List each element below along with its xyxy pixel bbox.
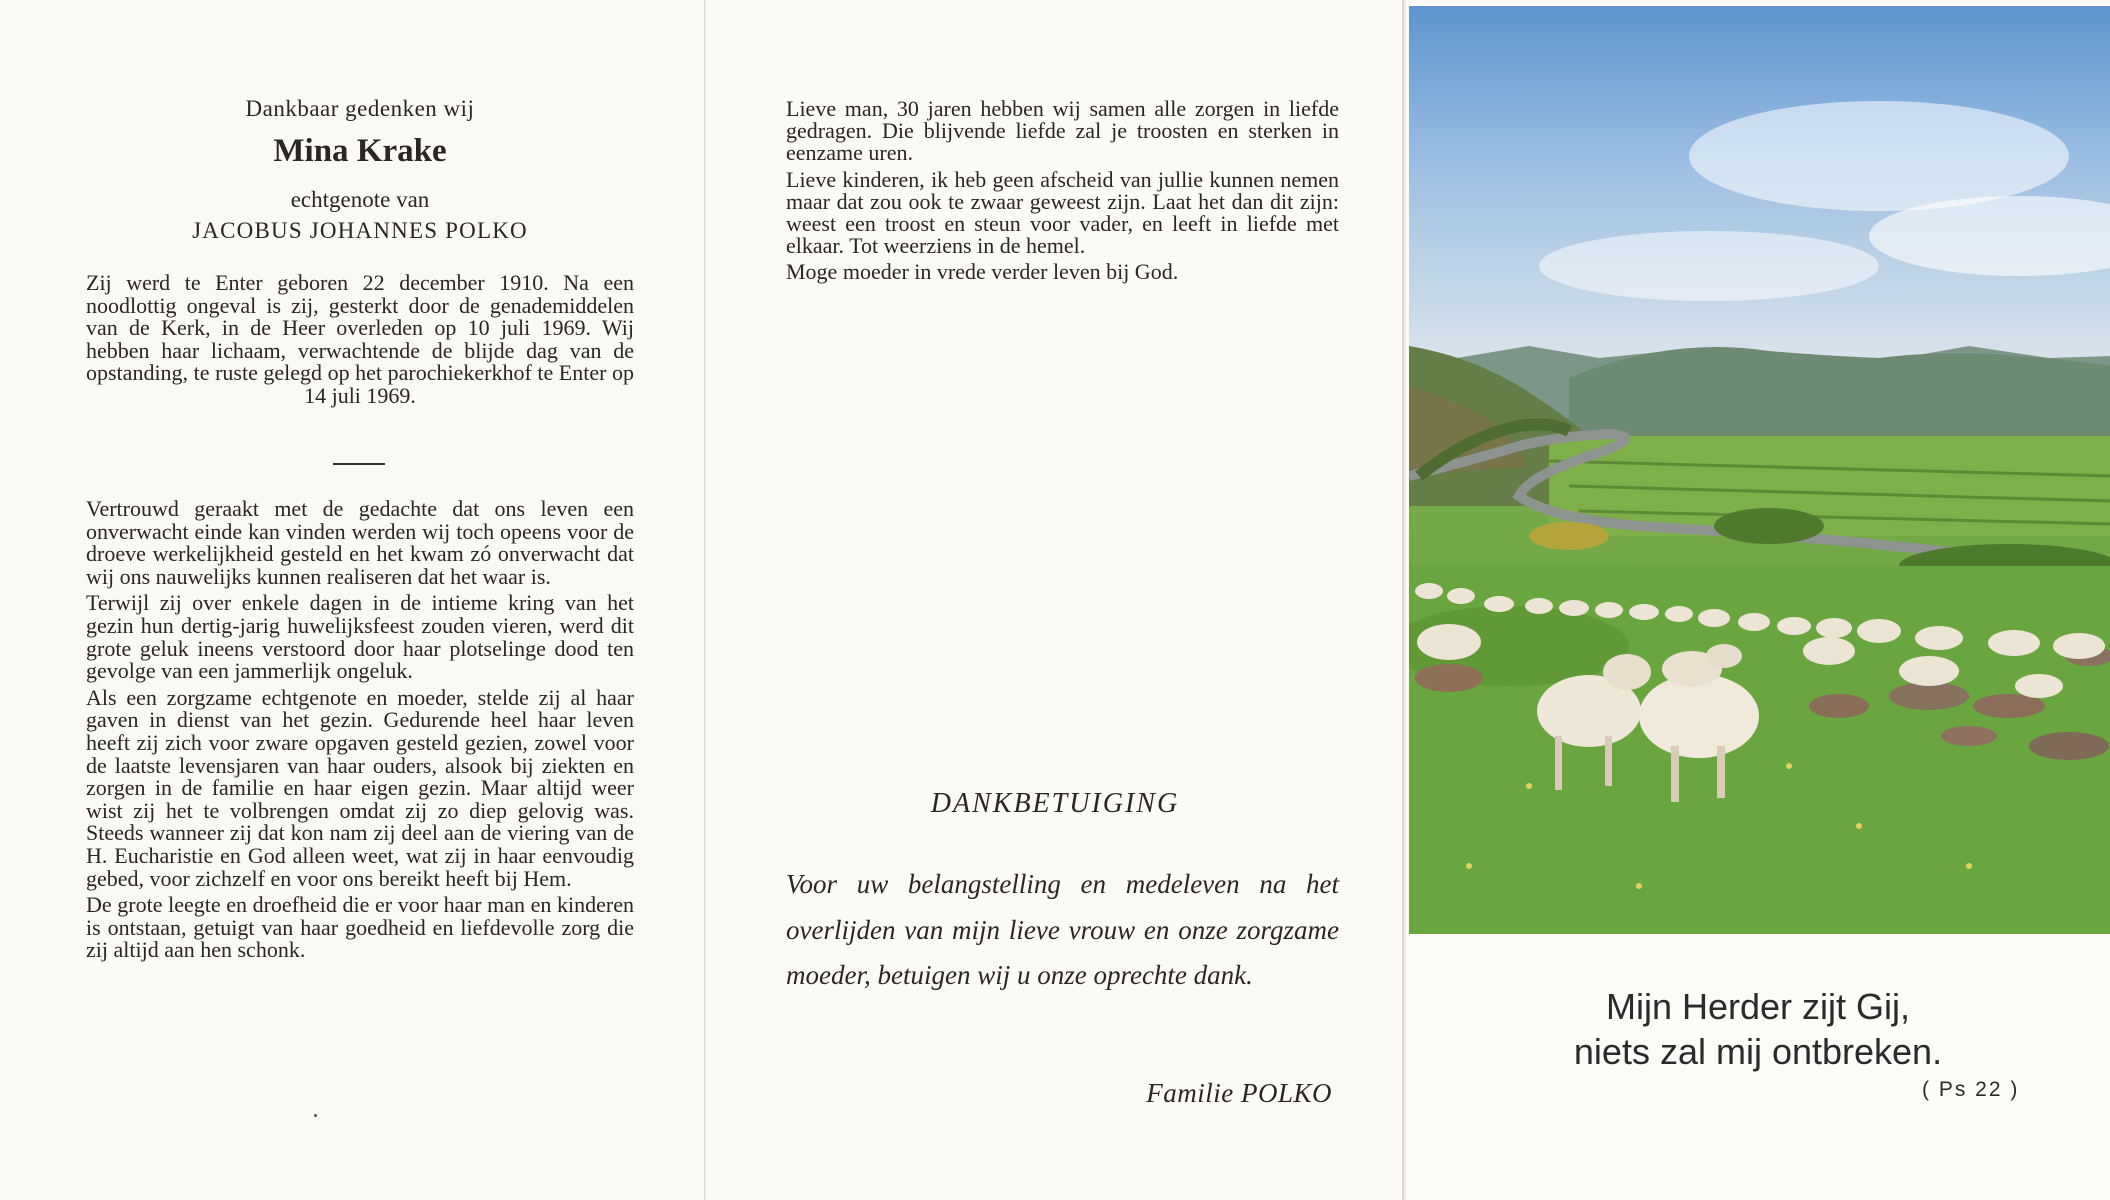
paragraph: De grote leegte en droefheid die er voor haar man en kinderen is ontstaan, getuigt van haar goedheid en liefdevolle zorg die zij altijd aan hen schonk. [86, 892, 634, 963]
left-panel [0, 0, 705, 1200]
thanks-text: Voor uw belangstelling en medeleven na het overlijden van mijn lieve vrouw en onze zorgzame moeder, betuigen wij u onze oprechte dank. [786, 869, 1339, 990]
spouse-of-label: echtgenote van [290, 187, 430, 212]
ink-speck [314, 1114, 317, 1117]
sheep-pasture-photo [1409, 6, 2110, 934]
paragraph: Vertrouwd geraakt met de gedachte dat ons leven een onverwacht einde kan vinden werden wij toch opeens voor de droeve werkelijkheid gesteld en het kwam zó onverwacht dat wij ons nauwelijks kunnen realiseren dat het waar is. [86, 496, 634, 589]
memorial-text [86, 498, 634, 966]
psalm-verse [1406, 984, 2110, 1074]
verse-line-2: niets zal mij ontbreken. [1573, 1031, 1943, 1072]
middle-panel [706, 0, 1404, 1200]
family-signature: Familie POLKO [1146, 1078, 1332, 1108]
letter-paragraph: Moge moeder in vrede verder leven bij God. [786, 259, 1179, 285]
paragraph: Als een zorgzame echtgenote en moeder, stelde zij al haar gaven in dienst van het gezin. Gedurende heel haar leven heeft zij zich voor zware opgaven gesteld gezien, zowel voor de laatste levensjaren van haar ouders, alsook bij ziekten en zorgen in de familie en haar eigen gezin. Maar altijd weer wist zij het te volbrengen omdat zij zo diep gelovig was. Steeds wanneer zij dat kon nam zij deel aan de viering van de H. Eucharistie en God alleen weet, wat zij in haar eenvoudig gebed, voor zichzelf en voor ons bereikt heeft bij Hem. [86, 684, 634, 891]
deceased-name: Mina Krake [273, 133, 447, 169]
biography: Zij werd te Enter geboren 22 december 1910. Na een noodlottig ongeval is zij, gesterkt door de genademiddelen van de Kerk, in de Heer overleden op 10 juli 1969. Wij hebben haar lichaam, verwachtende de blijde dag van de opstanding, te ruste gelegd op het parochiekerkhof te Enter op 14 juli 1969. [86, 270, 634, 408]
letter-paragraph: Lieve man, 30 jaren hebben wij samen alle zorgen in liefde gedragen. Die blijvende liefde zal je troosten en sterken in eenzame uren. [786, 96, 1339, 166]
psalm-reference: ( Ps 22 ) [1922, 1078, 2020, 1101]
thanks-heading: DANKBETUIGING [930, 788, 1180, 819]
paragraph: Terwijl zij over enkele dagen in de intieme kring van het gezin hun dertig-jarig huwelijksfeest zouden vieren, werd dit grote geluk ineens verstoord door haar plotselinge dood ten gevolge van een jammerlijk ongeluk. [86, 590, 634, 684]
dedication-line: Dankbaar gedenken wij [245, 96, 475, 121]
husband-name: JACOBUS JOHANNES POLKO [192, 218, 528, 243]
divider [333, 463, 385, 465]
verse-line-1: Mijn Herder zijt Gij, [1605, 986, 1911, 1027]
letter-paragraph: Lieve kinderen, ik heb geen afscheid van jullie kunnen nemen maar dat zou ook te zwaar geweest zijn. Laat het dan dit zijn: weest een troost en steun voor vader, en leeft in liefde met elkaar. Tot weerziens in de hemel. [786, 166, 1339, 259]
farewell-letter [786, 98, 1339, 288]
